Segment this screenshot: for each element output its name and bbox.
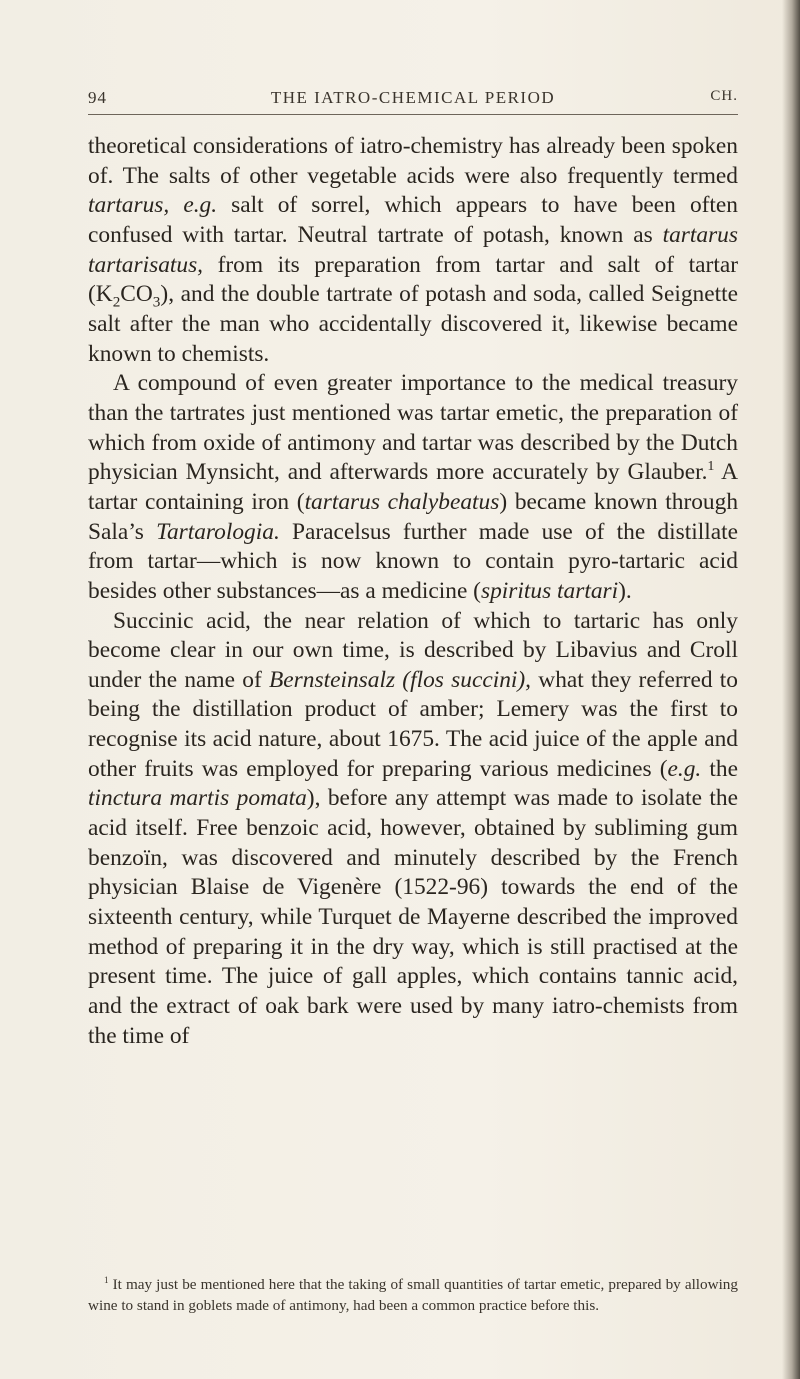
paragraph-2: A compound of even greater importance to the medical treasury than the tartrates just mentioned was tartar emetic, the preparation of which from oxide of antimony and tartar was described by the Dutch physician Mynsicht, and afterwards more accurately by Glauber.$^1$ A tartar containing iron (tartarus chalybeatus) became known through Sala’s Tartarologia. Paracelsus further made use of the distillate from tartar—which is now known to contain pyro-tartaric acid besides other substances—as a medicine (spiritus tartari). — [88, 370, 739, 604]
header-rule — [88, 114, 738, 115]
footnote-mark: 1 — [104, 1274, 109, 1285]
footnote-1 — [88, 1274, 738, 1316]
footnote-text: It may just be mentioned here that the taking of small quantities of tartar emetic, prepared by allowing wine to stand in goblets made of antimony, had been a common practice before this. — [88, 1276, 738, 1314]
body-text — [88, 132, 738, 1051]
page-number: 94 — [88, 88, 107, 107]
running-head — [88, 88, 738, 114]
paragraph-3: Succinic acid, the near relation of which to tartaric has only become clear in our own time, is described by Libavius and Croll under the name of Bernsteinsalz (flos succini), what they referred to being the distillation product of amber; Lemery was the first to recognise its acid nature, about 1675. The acid juice of the apple and other fruits was employed for preparing various medicines (e.g. the tinctura martis pomata), before any attempt was made to isolate the acid itself. Free benzoic acid, however, obtained by subliming gum benzoïn, was discovered and minutely described by the French physician Blaise de Vigenère (1522-96) towards the end of the sixteenth century, while Turquet de Mayerne described the improved method of preparing it in the dry way, which is still practised at the present time. The juice of gall apples, which contains tannic acid, and the extract of oak bark were used by many iatro-chemists from the time of — [88, 607, 738, 1049]
footnotes — [88, 1274, 738, 1316]
page-edge-shadow — [782, 0, 800, 1379]
chapter-mark: CH. — [710, 88, 738, 104]
footnote-ref[interactable]: 1 — [707, 458, 715, 475]
paragraph-1: theoretical considerations of iatro-chemistry has already been spoken of. The salts of other vegetable acids were also frequently termed tartarus, e.g. salt of sorrel, which appears to have been often confused with tartar. Neutral tartrate of potash, known as tartarus tartarisatus, from its preparation from tartar and salt of tartar $(K_2CO_3)$, and the double tartrate of potash and soda, called Seignette salt after the man who accidentally discovered it, likewise became known to chemists. — [88, 133, 739, 367]
running-title: THE IATRO-CHEMICAL PERIOD — [270, 88, 556, 107]
